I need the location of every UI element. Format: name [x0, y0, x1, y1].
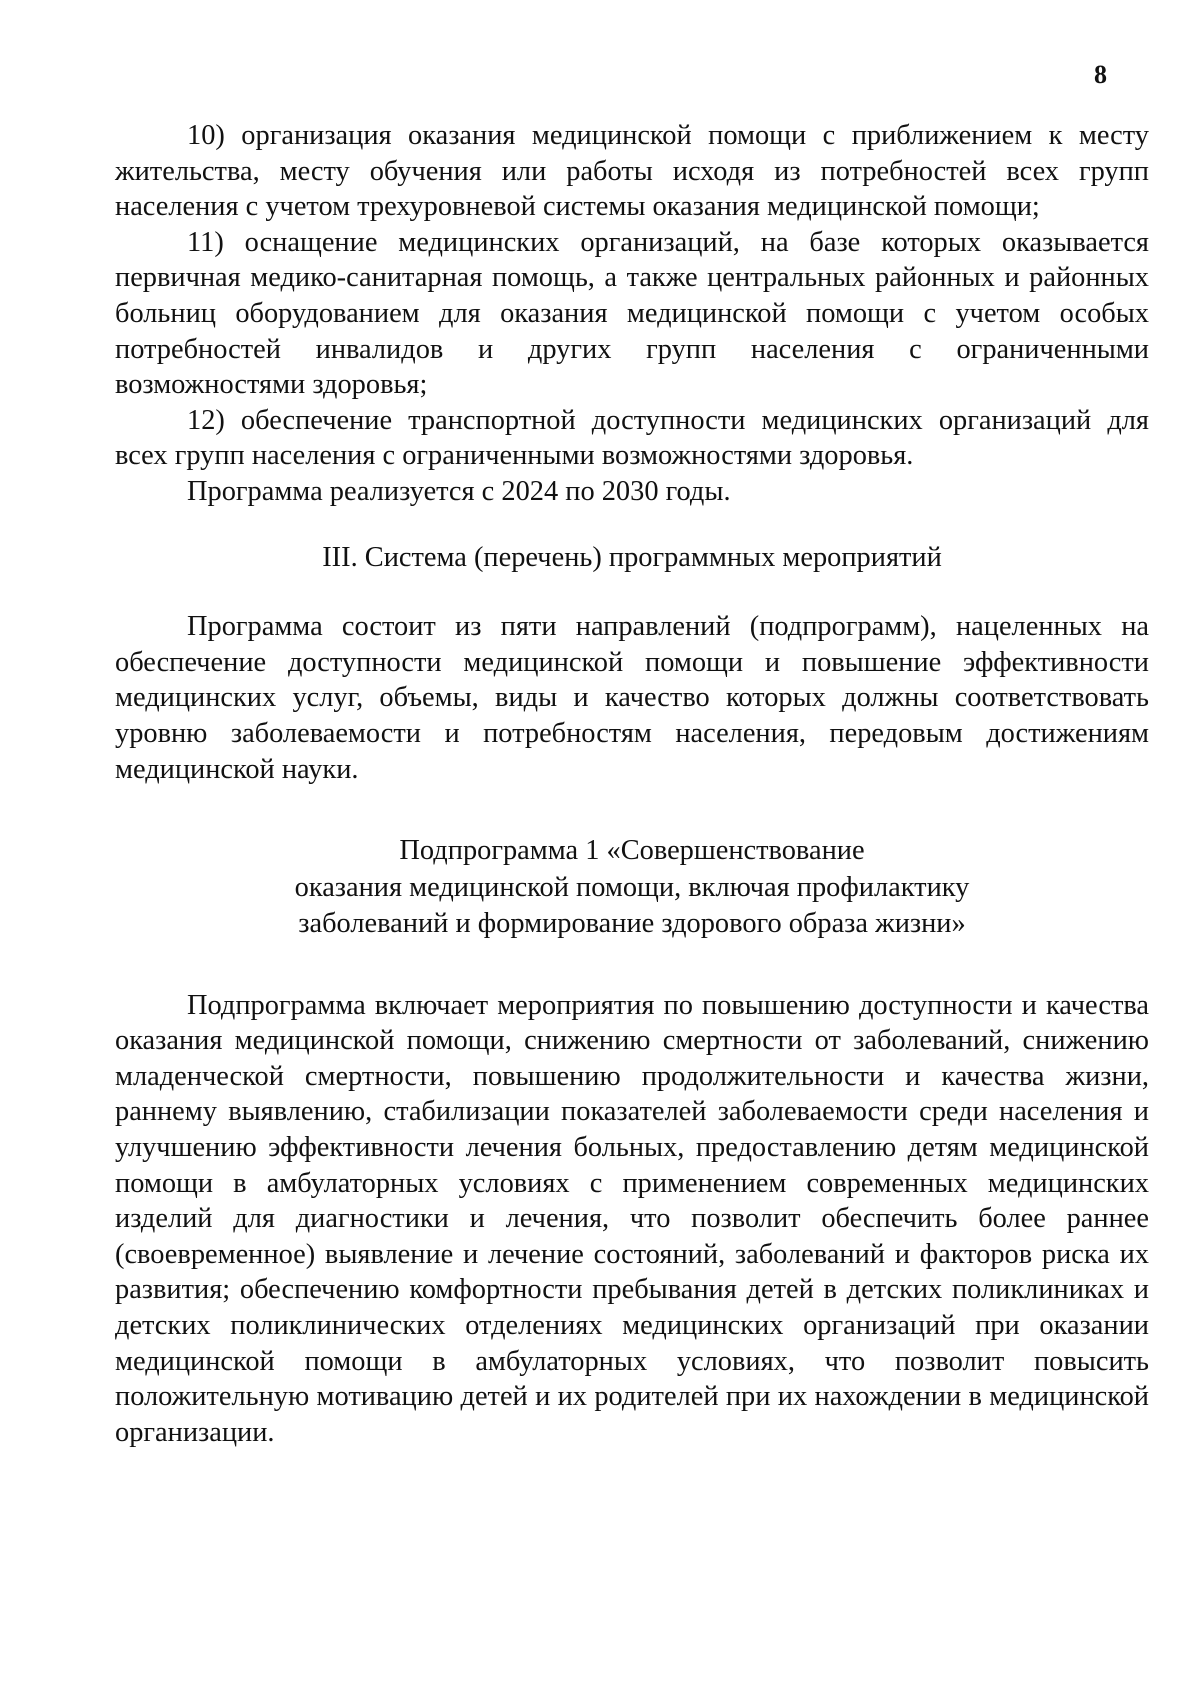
page-number: 8: [1094, 60, 1107, 89]
section-3-heading: III. Система (перечень) программных мероприятий: [322, 541, 942, 573]
subprogram-1-heading: [115, 833, 1149, 943]
subprogram-1-heading-line-2: оказания медицинской помощи, включая профилактику: [294, 871, 970, 903]
subprogram-1-heading-line-3: заболеваний и формирование здорового образа жизни»: [298, 908, 966, 940]
list-item-12: 12) обеспечение транспортной доступности медицинских организаций для всех групп населения с ограниченными возможностями здоровья.: [115, 404, 1149, 472]
subprogram-1-heading-line-1: Подпрограмма 1 «Совершенствование: [399, 835, 865, 867]
list-item-10: 10) организация оказания медицинской помощи с приближением к месту жительства, месту обучения или работы исходя из потребностей всех групп населения с учетом трехуровневой системы оказания медицинской помощи;: [115, 120, 1149, 223]
subprogram-1-description: Подпрограмма включает мероприятия по повышению доступности и качества оказания медицинской помощи, снижению смертности от заболеваний, снижению младенческой смертности, повышению продолжительности и качества жизни, раннему выявлению, стабилизации показателей заболеваемости среди населения и улучшению эффективности лечения больных, предоставлению детям медицинской помощи в амбулаторных условиях с применением современных медицинских изделий для диагностики и лечения, что позволит обеспечить более раннее (своевременное) выявление и лечение состояний, заболеваний и факторов риска их развития; обеспечению комфортности пребывания детей в детских поликлиниках и детских поликлинических отделениях медицинских организаций при оказании медицинской помощи в амбулаторных условиях, что позволит повысить положительную мотивацию детей и их родителей при их нахождении в медицинской организации.: [115, 989, 1149, 1448]
list-item-11: 11) оснащение медицинских организаций, на базе которых оказывается первичная медико-санитарная помощь, а также центральных районных и районных больниц оборудованием для оказания медицинской помощи с учетом особых потребностей инвалидов и других групп населения с ограниченными возможностями здоровья;: [115, 226, 1149, 401]
document-body: [115, 118, 1149, 1450]
program-term-paragraph: Программа реализуется с 2024 по 2030 годы.: [187, 475, 731, 507]
section-3-intro-paragraph: Программа состоит из пяти направлений (подпрограмм), нацеленных на обеспечение доступности медицинской помощи и повышение эффективности медицинских услуг, объемы, виды и качество которых должны соответствовать уровню заболеваемости и потребностям населения, передовым достижениям медицинской науки.: [115, 611, 1149, 785]
